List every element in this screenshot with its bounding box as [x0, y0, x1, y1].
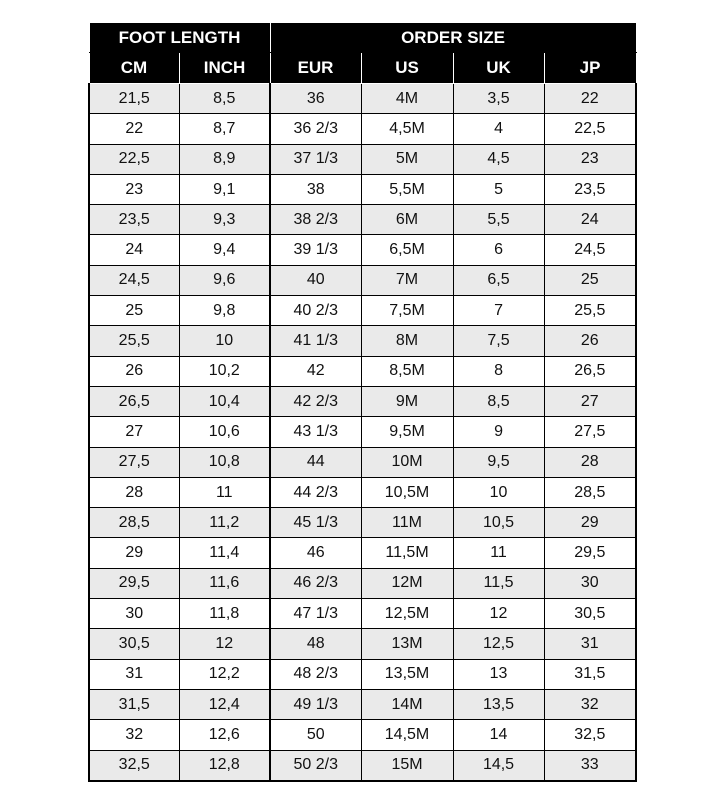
cell-jp: 25: [544, 265, 636, 295]
cell-inch: 12,2: [179, 659, 270, 689]
cell-inch: 12,6: [179, 720, 270, 750]
cell-jp: 26,5: [544, 356, 636, 386]
cell-eur: 38 2/3: [270, 205, 361, 235]
cell-eur: 37 1/3: [270, 144, 361, 174]
cell-cm: 25,5: [89, 326, 179, 356]
cell-uk: 6,5: [453, 265, 544, 295]
cell-eur: 48 2/3: [270, 659, 361, 689]
cell-cm: 30: [89, 599, 179, 629]
size-chart-table: [88, 22, 637, 782]
cell-inch: 9,3: [179, 205, 270, 235]
table-row: [89, 205, 636, 235]
table-row: [89, 174, 636, 204]
cell-inch: 11,2: [179, 508, 270, 538]
cell-inch: 9,6: [179, 265, 270, 295]
cell-uk: 12,5: [453, 629, 544, 659]
cell-uk: 8: [453, 356, 544, 386]
cell-cm: 31,5: [89, 689, 179, 719]
cell-inch: 9,4: [179, 235, 270, 265]
cell-jp: 24,5: [544, 235, 636, 265]
cell-cm: 23,5: [89, 205, 179, 235]
column-header-eur: EUR: [270, 53, 361, 84]
cell-uk: 13,5: [453, 689, 544, 719]
cell-inch: 10,8: [179, 447, 270, 477]
cell-uk: 5,5: [453, 205, 544, 235]
cell-eur: 43 1/3: [270, 417, 361, 447]
cell-us: 11,5M: [361, 538, 453, 568]
cell-cm: 24: [89, 235, 179, 265]
cell-inch: 11: [179, 477, 270, 507]
cell-inch: 8,5: [179, 84, 270, 114]
cell-uk: 7: [453, 296, 544, 326]
cell-cm: 22: [89, 114, 179, 144]
cell-eur: 36 2/3: [270, 114, 361, 144]
cell-us: 11M: [361, 508, 453, 538]
cell-us: 8M: [361, 326, 453, 356]
cell-cm: 27,5: [89, 447, 179, 477]
cell-us: 6,5M: [361, 235, 453, 265]
cell-uk: 3,5: [453, 84, 544, 114]
order-size-header: ORDER SIZE: [270, 23, 636, 53]
cell-us: 4,5M: [361, 114, 453, 144]
cell-inch: 10,6: [179, 417, 270, 447]
cell-uk: 4: [453, 114, 544, 144]
cell-us: 10M: [361, 447, 453, 477]
table-row: [89, 235, 636, 265]
table-row: [89, 144, 636, 174]
cell-us: 5M: [361, 144, 453, 174]
cell-us: 5,5M: [361, 174, 453, 204]
cell-uk: 9: [453, 417, 544, 447]
cell-uk: 12: [453, 599, 544, 629]
cell-cm: 29: [89, 538, 179, 568]
cell-eur: 46 2/3: [270, 568, 361, 598]
cell-jp: 32,5: [544, 720, 636, 750]
cell-uk: 10,5: [453, 508, 544, 538]
table-row: [89, 599, 636, 629]
cell-eur: 42: [270, 356, 361, 386]
cell-jp: 25,5: [544, 296, 636, 326]
cell-eur: 40: [270, 265, 361, 295]
cell-us: 9,5M: [361, 417, 453, 447]
cell-jp: 29,5: [544, 538, 636, 568]
cell-uk: 10: [453, 477, 544, 507]
table-row: [89, 326, 636, 356]
cell-cm: 26: [89, 356, 179, 386]
cell-uk: 13: [453, 659, 544, 689]
table-row: [89, 386, 636, 416]
cell-cm: 23: [89, 174, 179, 204]
cell-eur: 44 2/3: [270, 477, 361, 507]
cell-jp: 33: [544, 750, 636, 781]
cell-inch: 9,1: [179, 174, 270, 204]
column-header-uk: UK: [453, 53, 544, 84]
table-row: [89, 538, 636, 568]
cell-jp: 30,5: [544, 599, 636, 629]
cell-cm: 29,5: [89, 568, 179, 598]
cell-inch: 10,4: [179, 386, 270, 416]
cell-jp: 23: [544, 144, 636, 174]
cell-jp: 24: [544, 205, 636, 235]
table-row: [89, 356, 636, 386]
cell-inch: 12: [179, 629, 270, 659]
cell-uk: 8,5: [453, 386, 544, 416]
column-header-cm: CM: [89, 53, 179, 84]
table-row: [89, 508, 636, 538]
cell-uk: 4,5: [453, 144, 544, 174]
cell-uk: 14,5: [453, 750, 544, 781]
table-row: [89, 477, 636, 507]
cell-cm: 32,5: [89, 750, 179, 781]
cell-cm: 28: [89, 477, 179, 507]
cell-inch: 10: [179, 326, 270, 356]
table-row: [89, 720, 636, 750]
foot-length-header: FOOT LENGTH: [89, 23, 270, 53]
column-header-inch: INCH: [179, 53, 270, 84]
cell-jp: 28,5: [544, 477, 636, 507]
cell-jp: 23,5: [544, 174, 636, 204]
table-row: [89, 265, 636, 295]
column-header-jp: JP: [544, 53, 636, 84]
cell-us: 9M: [361, 386, 453, 416]
table-row: [89, 447, 636, 477]
cell-inch: 12,4: [179, 689, 270, 719]
cell-jp: 22: [544, 84, 636, 114]
cell-cm: 22,5: [89, 144, 179, 174]
cell-us: 7,5M: [361, 296, 453, 326]
cell-jp: 29: [544, 508, 636, 538]
cell-us: 13M: [361, 629, 453, 659]
cell-eur: 46: [270, 538, 361, 568]
cell-cm: 21,5: [89, 84, 179, 114]
cell-uk: 9,5: [453, 447, 544, 477]
cell-us: 10,5M: [361, 477, 453, 507]
table-row: [89, 629, 636, 659]
cell-inch: 12,8: [179, 750, 270, 781]
cell-inch: 9,8: [179, 296, 270, 326]
cell-uk: 11,5: [453, 568, 544, 598]
table-row: [89, 568, 636, 598]
cell-inch: 11,4: [179, 538, 270, 568]
column-header-us: US: [361, 53, 453, 84]
cell-us: 7M: [361, 265, 453, 295]
cell-eur: 44: [270, 447, 361, 477]
cell-eur: 50: [270, 720, 361, 750]
cell-inch: 11,6: [179, 568, 270, 598]
table-row: [89, 296, 636, 326]
cell-jp: 31: [544, 629, 636, 659]
cell-inch: 10,2: [179, 356, 270, 386]
cell-jp: 27,5: [544, 417, 636, 447]
cell-eur: 36: [270, 84, 361, 114]
cell-eur: 50 2/3: [270, 750, 361, 781]
cell-us: 6M: [361, 205, 453, 235]
cell-cm: 31: [89, 659, 179, 689]
cell-eur: 40 2/3: [270, 296, 361, 326]
cell-cm: 27: [89, 417, 179, 447]
cell-eur: 45 1/3: [270, 508, 361, 538]
cell-eur: 38: [270, 174, 361, 204]
cell-jp: 32: [544, 689, 636, 719]
cell-jp: 30: [544, 568, 636, 598]
cell-us: 15M: [361, 750, 453, 781]
cell-eur: 49 1/3: [270, 689, 361, 719]
table-row: [89, 417, 636, 447]
cell-cm: 30,5: [89, 629, 179, 659]
table-row: [89, 114, 636, 144]
cell-us: 13,5M: [361, 659, 453, 689]
cell-jp: 28: [544, 447, 636, 477]
cell-jp: 31,5: [544, 659, 636, 689]
cell-jp: 22,5: [544, 114, 636, 144]
cell-uk: 11: [453, 538, 544, 568]
column-header-row: [89, 53, 636, 84]
cell-us: 12M: [361, 568, 453, 598]
cell-cm: 24,5: [89, 265, 179, 295]
cell-eur: 41 1/3: [270, 326, 361, 356]
cell-us: 12,5M: [361, 599, 453, 629]
cell-us: 14M: [361, 689, 453, 719]
cell-cm: 32: [89, 720, 179, 750]
cell-eur: 39 1/3: [270, 235, 361, 265]
size-rows: [89, 84, 636, 781]
table-row: [89, 750, 636, 781]
cell-jp: 27: [544, 386, 636, 416]
table-row: [89, 689, 636, 719]
cell-jp: 26: [544, 326, 636, 356]
table-row: [89, 84, 636, 114]
cell-us: 4M: [361, 84, 453, 114]
cell-cm: 25: [89, 296, 179, 326]
cell-us: 14,5M: [361, 720, 453, 750]
cell-inch: 11,8: [179, 599, 270, 629]
cell-eur: 42 2/3: [270, 386, 361, 416]
group-header-row: [89, 23, 636, 53]
cell-inch: 8,9: [179, 144, 270, 174]
cell-inch: 8,7: [179, 114, 270, 144]
cell-eur: 47 1/3: [270, 599, 361, 629]
table-row: [89, 659, 636, 689]
cell-uk: 7,5: [453, 326, 544, 356]
cell-eur: 48: [270, 629, 361, 659]
cell-us: 8,5M: [361, 356, 453, 386]
cell-cm: 26,5: [89, 386, 179, 416]
cell-cm: 28,5: [89, 508, 179, 538]
cell-uk: 5: [453, 174, 544, 204]
cell-uk: 6: [453, 235, 544, 265]
cell-uk: 14: [453, 720, 544, 750]
